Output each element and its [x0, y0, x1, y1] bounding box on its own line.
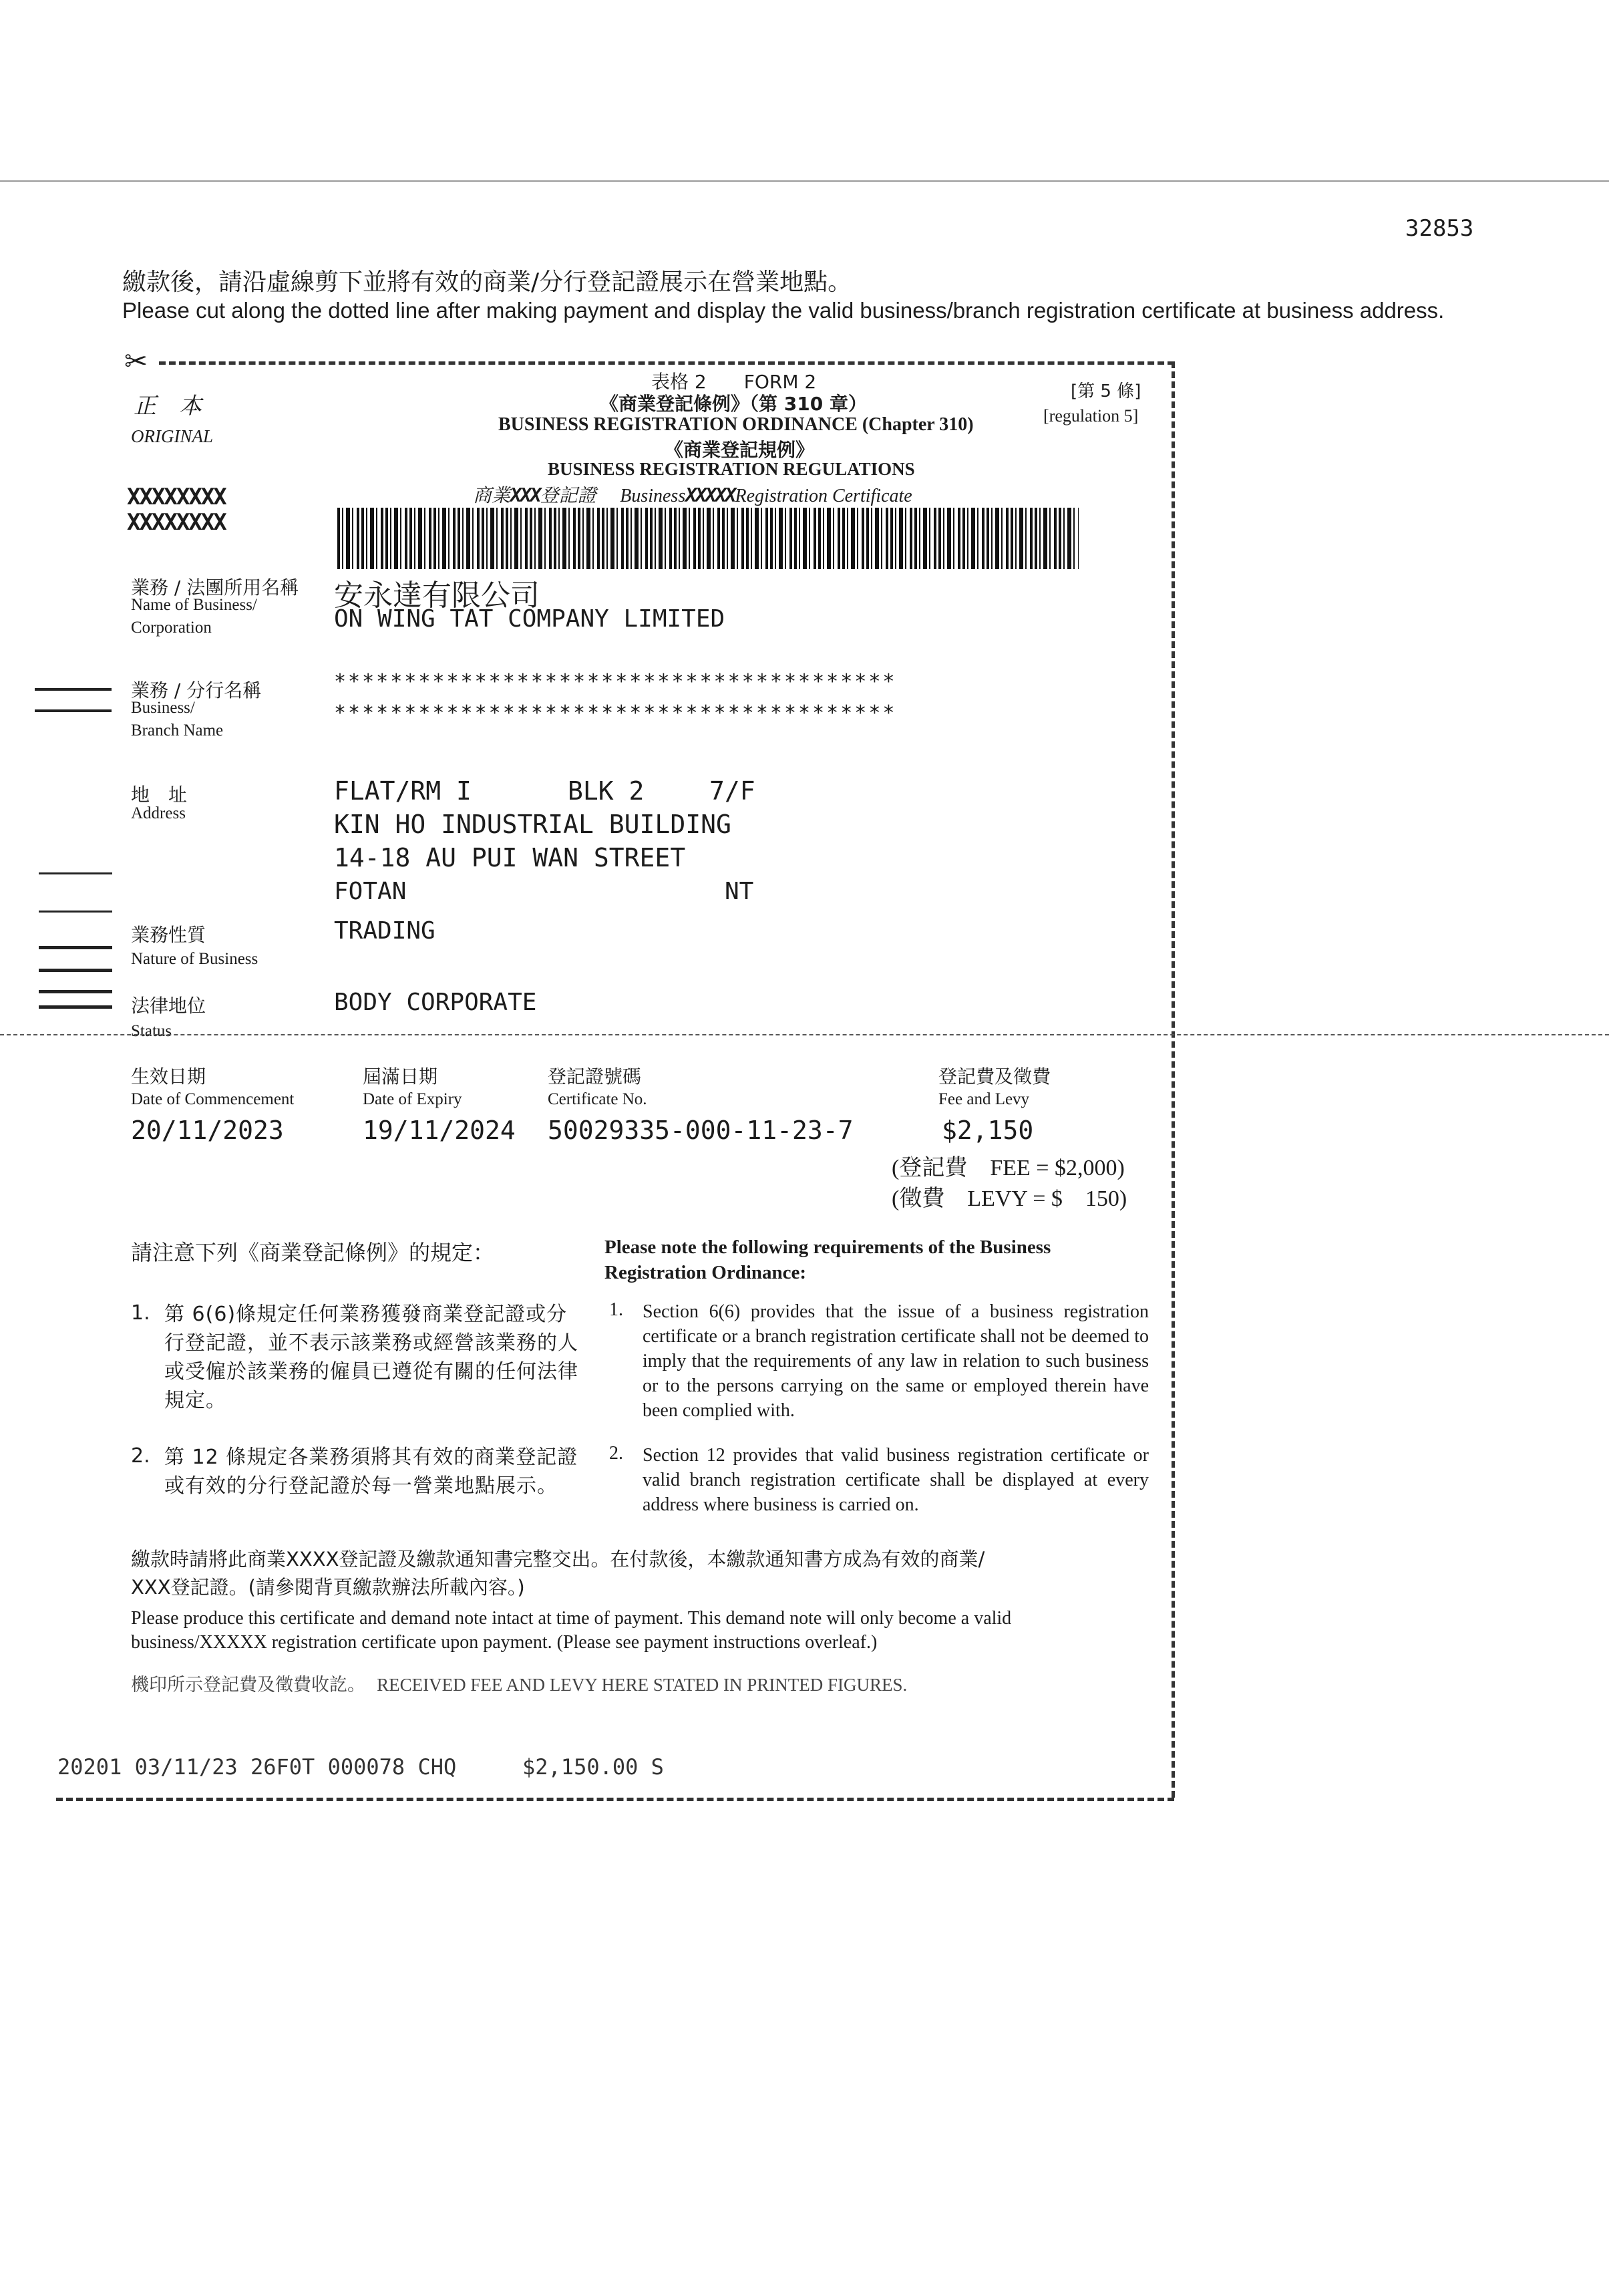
branch-label-en-1: Business/ — [131, 699, 195, 717]
payment-instruction-en-1: Please produce this certificate and demand note intact at time of payment. This demand note will only become a valid — [131, 1608, 1012, 1629]
scan-edge-line — [0, 180, 1609, 182]
cut-line-bottom — [56, 1798, 1174, 1801]
margin-mark — [39, 946, 112, 949]
receipt-statement — [131, 1670, 907, 1696]
cut-instruction-zh: 繳款後，請沿虛線剪下並將有效的商業/分行登記證展示在營業地點。 — [122, 269, 852, 296]
payment-instruction-en-2: business/XXXXX registration certificate upon payment. (Please see payment instructions overleaf.) — [131, 1632, 878, 1653]
note-2-zh: 第 12 條規定各業務須將其有效的商業登記證或有效的分行登記證於每一營業地點展示。 — [164, 1446, 578, 1498]
notes-heading-zh: 請注意下列《商業登記條例》的規定： — [131, 1240, 495, 1265]
branch-name-line-1: **************************************** — [334, 670, 897, 693]
note-2-en: Section 12 provides that valid business registration certificate or valid branch registration certificate shall be displayed at every address where business is carried on. — [643, 1445, 1149, 1515]
note-2-number-zh: 2. — [131, 1444, 150, 1468]
certificate-no-label-en: Certificate No. — [548, 1090, 647, 1108]
commencement-label-en: Date of Commencement — [131, 1090, 295, 1108]
expiry-date: 19/11/2024 — [363, 1116, 516, 1145]
fee-breakdown: (登記費 FEE = $2,000) — [892, 1156, 1125, 1180]
business-name-zh: 安永達有限公司 — [334, 579, 540, 613]
scissors-icon: ✂ — [124, 345, 148, 377]
status-label-zh: 法律地位 — [131, 995, 206, 1017]
payment-instruction-zh-1: 繳款時請將此商業XXXX登記證及繳款通知書完整交出。在付款後，本繳款通知書方成為有效的商業/ — [131, 1548, 985, 1571]
certificate-title-zh-struck: XXX — [510, 484, 540, 506]
certificate-title-en-suffix: Registration Certificate — [735, 486, 912, 506]
regulation-ref-zh: [第 5 條] — [1071, 381, 1141, 401]
barcode — [337, 508, 1079, 569]
payment-stamp-code: 20201 03/11/23 26F0T 000078 CHQ — [57, 1754, 457, 1780]
payment-instruction-zh-2: XXX登記證。(請參閱背頁繳款辦法所載內容。) — [131, 1576, 525, 1599]
address-line-4-district: FOTAN — [334, 878, 407, 905]
redacted-line-2: XXXXXXXX — [127, 509, 226, 536]
fee-total: $2,150 — [942, 1116, 1034, 1145]
certificate-no-label-zh: 登記證號碼 — [548, 1065, 642, 1088]
certificate-number: 50029335-000-11-23-7 — [548, 1116, 854, 1145]
address-label-zh: 地 址 — [131, 784, 188, 806]
levy-breakdown: (徵費 LEVY = $ 150) — [892, 1186, 1127, 1211]
address-line-1-block: BLK 2 — [568, 776, 645, 806]
note-1-zh: 第 6(6)條規定任何業務獲發商業登記證或分行登記證，並不表示該業務或經營該業務的人或受僱於該業務的僱員已遵從有關的任何法律規定。 — [164, 1303, 578, 1412]
address-line-1-unit: FLAT/RM I — [334, 776, 472, 806]
margin-mark — [35, 709, 112, 712]
regulations-en: BUSINESS REGISTRATION REGULATIONS — [548, 459, 915, 479]
receipt-statement-en: RECEIVED FEE AND LEVY HERE STATED IN PRINTED FIGURES. — [377, 1675, 908, 1695]
cut-line-top — [159, 361, 1174, 365]
nature-label-zh: 業務性質 — [131, 924, 206, 946]
redacted-line-1: XXXXXXXX — [127, 484, 226, 510]
branch-label-zh: 業務 / 分行名稱 — [131, 679, 262, 701]
notes-heading-en: Please note the following requirements of the Business Registration Ordinance: — [604, 1237, 1051, 1283]
note-2-number-en: 2. — [609, 1443, 623, 1464]
note-1-en: Section 6(6) provides that the issue of a business registration certificate or a branch registration certificate shall not be deemed to imply that the requirements of any law in relation to such business or to the persons carrying on the same or employed therein have been complied with. — [643, 1301, 1149, 1421]
note-1-number-en: 1. — [609, 1299, 623, 1320]
address-label-en: Address — [131, 804, 186, 822]
margin-mark — [39, 872, 112, 874]
margin-mark — [35, 688, 112, 691]
fee-label-zh: 登記費及徵費 — [938, 1065, 1051, 1088]
regulations-zh: 《商業登記規例》 — [665, 439, 815, 461]
expiry-label-zh: 屆滿日期 — [363, 1065, 438, 1088]
receipt-statement-zh: 機印所示登記費及徵費收訖。 — [131, 1675, 365, 1695]
ordinance-en: BUSINESS REGISTRATION ORDINANCE (Chapter 310) — [498, 414, 974, 435]
serial-number: 32853 — [1405, 215, 1474, 242]
expiry-label-en: Date of Expiry — [363, 1090, 462, 1108]
margin-mark — [39, 969, 112, 972]
address-line-2: KIN HO INDUSTRIAL BUILDING — [334, 810, 731, 839]
certificate-title-zh-prefix: 商業 — [473, 484, 511, 506]
payment-stamp-amount: $2,150.00 S — [522, 1754, 664, 1780]
status-label-en: Status — [131, 1022, 172, 1040]
certificate-title — [473, 481, 912, 508]
copy-label-zh: 正 本 — [134, 394, 202, 419]
cut-instruction-en: Please cut along the dotted line after making payment and display the valid business/branch registration certificate at business address. — [122, 298, 1445, 323]
name-label-en-2: Corporation — [131, 619, 212, 637]
margin-mark — [39, 1005, 112, 1009]
margin-mark — [39, 911, 112, 913]
status-value: BODY CORPORATE — [334, 989, 537, 1016]
business-name-en: ON WING TAT COMPANY LIMITED — [334, 605, 725, 633]
branch-label-en-2: Branch Name — [131, 721, 224, 740]
regulation-ref-en: [regulation 5] — [1043, 406, 1139, 426]
certificate-title-en-struck: XXXXX — [685, 484, 735, 506]
certificate-title-zh-suffix: 登記證 — [540, 484, 596, 506]
name-label-en-1: Name of Business/ — [131, 596, 257, 614]
commencement-label-zh: 生效日期 — [131, 1065, 206, 1088]
certificate-title-en-prefix: Business — [620, 486, 686, 506]
cut-line-right — [1172, 361, 1175, 1798]
fee-label-en: Fee and Levy — [938, 1090, 1030, 1108]
fold-line — [0, 1034, 1609, 1035]
branch-name-line-2: **************************************** — [334, 701, 897, 725]
address-line-1-floor: 7/F — [709, 776, 755, 806]
ordinance-zh: 《商業登記條例》（第 310 章） — [600, 393, 867, 415]
margin-mark — [39, 990, 112, 993]
nature-label-en: Nature of Business — [131, 950, 258, 968]
copy-label-en: ORIGINAL — [131, 426, 213, 446]
form-number: 表格 2 FORM 2 — [651, 371, 817, 393]
address-line-4-region: NT — [725, 878, 754, 905]
nature-value: TRADING — [334, 917, 435, 945]
name-label-zh: 業務 / 法團所用名稱 — [131, 577, 299, 599]
note-1-number-zh: 1. — [131, 1301, 150, 1325]
address-line-3: 14-18 AU PUI WAN STREET — [334, 843, 686, 872]
commencement-date: 20/11/2023 — [131, 1116, 284, 1145]
